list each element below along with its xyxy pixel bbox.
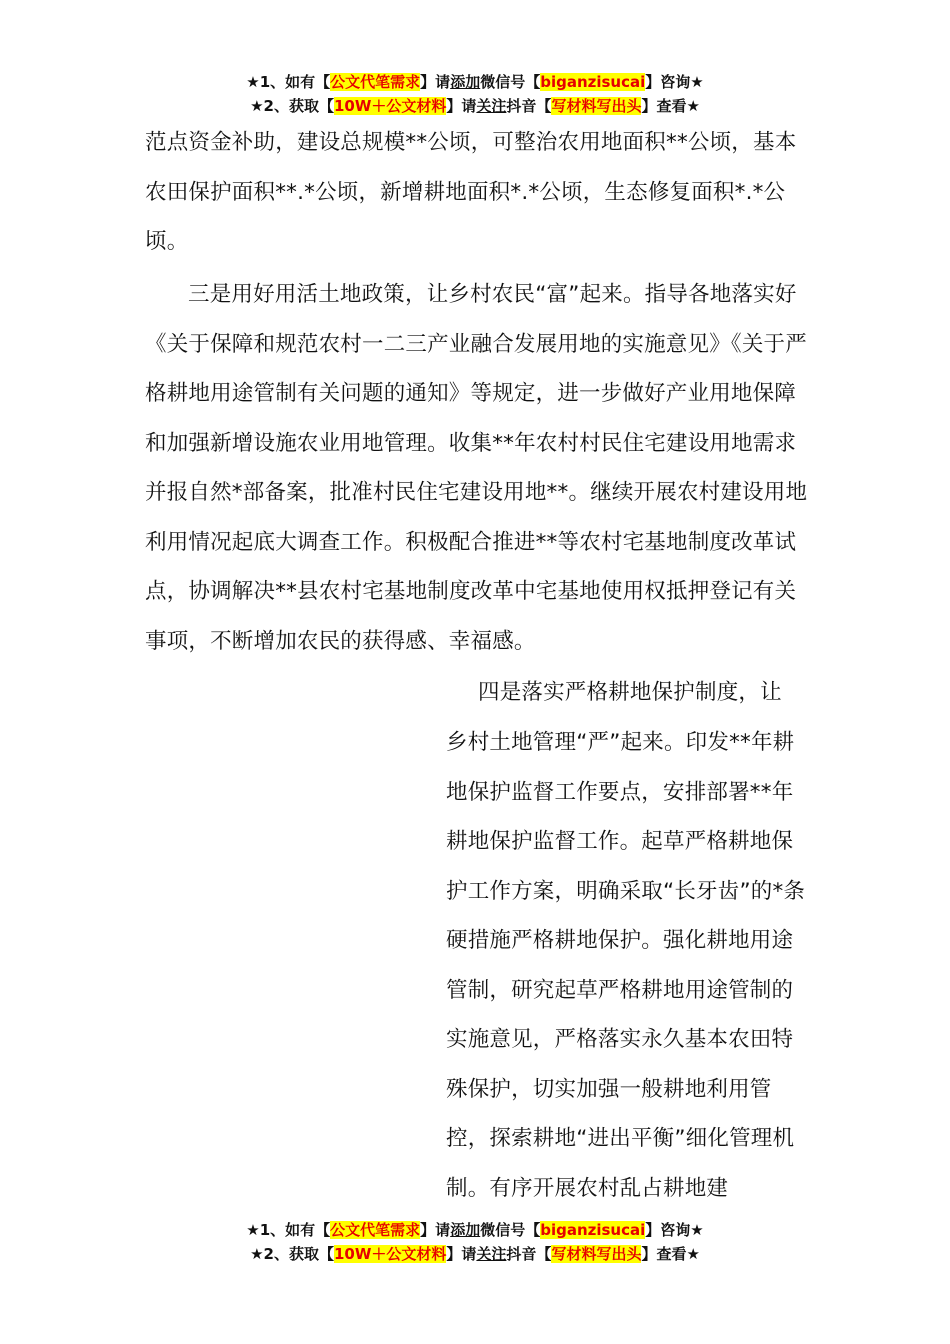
banner-text: ★2、获取【	[250, 97, 334, 115]
banner-emphasis: 关注	[476, 97, 507, 115]
banner-emphasis: 添加	[450, 73, 481, 91]
paragraph-farmland-protection: 乡村土地管理“严”起来。印发**年耕地保护监督工作要点，安排部署**年耕地保护监督工作。起草严格耕地保护工作方案，明确采取“长牙齿”的*条硬措施严格耕地保护。强化耕地用途管制，研究起草严格耕地用途管制的实施意见，严格落实永久基本农田特殊保护，切实加强一般耕地利用管控，探索耕地“进出平衡”细化管理机制。有序开展农村乱占耕地建	[446, 730, 806, 1201]
banner-text: 】请	[446, 97, 477, 115]
highlight-wechat-id: biganzisucai	[540, 73, 646, 91]
highlight-douyin: 写材料写出头	[551, 97, 642, 115]
banner-text: ★1、如有【	[246, 1221, 331, 1239]
highlight-materials: 10W＋公文材料	[333, 1245, 447, 1263]
banner-text: ★2、获取【	[250, 1245, 334, 1263]
highlight-service: 公文代笔需求	[330, 73, 421, 91]
footer-banner	[0, 1218, 950, 1266]
highlight-douyin: 写材料写出头	[551, 1245, 642, 1263]
banner-text: 抖音【	[506, 1245, 552, 1263]
paragraph-land-policy: 三是用好用活土地政策，让乡村农民“富”起来。指导各地落实好《关于保障和规范农村一二三产业融合发展用地的实施意见》《关于严格耕地用途管制有关问题的通知》等规定，进一步做好产业用地保障和加强新增设施农业用地管理。收集**年农村村民住宅建设用地需求并报自然*部备案，批准村民住宅建设用地**。继续开展农村建设用地利用情况起底大调查工作。积极配合推进**等农村宅基地制度改革试点，协调解决**县农村宅基地制度改革中宅基地使用权抵押登记有关事项，不断增加农民的获得感、幸福感。	[145, 282, 808, 654]
highlight-service: 公文代笔需求	[330, 1221, 421, 1239]
banner-text: 抖音【	[506, 97, 552, 115]
banner-line-2	[0, 94, 950, 118]
banner-text: ★1、如有【	[246, 73, 331, 91]
banner-text: 】请	[420, 1221, 451, 1239]
header-banner	[0, 70, 950, 118]
banner-text: 】请	[420, 73, 451, 91]
banner-text: 】咨询★	[645, 1221, 704, 1239]
paragraph-farmland-protection-heading: 四是落实严格耕地保护制度，让	[478, 680, 782, 705]
banner-emphasis: 关注	[476, 1245, 507, 1263]
banner-text: 】查看★	[641, 97, 700, 115]
banner-line-2	[0, 1242, 950, 1266]
banner-line-1	[0, 1218, 950, 1242]
highlight-materials: 10W＋公文材料	[333, 97, 447, 115]
banner-text: 微信号【	[480, 1221, 541, 1239]
highlight-wechat-id: biganzisucai	[540, 1221, 646, 1239]
banner-text: 】请	[446, 1245, 477, 1263]
banner-text: 】查看★	[641, 1245, 700, 1263]
banner-text: 】咨询★	[645, 73, 704, 91]
banner-text: 微信号【	[480, 73, 541, 91]
banner-line-1	[0, 70, 950, 94]
banner-emphasis: 添加	[450, 1221, 481, 1239]
paragraph-land-remediation: 范点资金补助，建设总规模**公顷，可整治农用地面积**公顷，基本农田保护面积**.*公顷，新增耕地面积*.*公顷，生态修复面积*.*公顷。	[145, 130, 797, 254]
